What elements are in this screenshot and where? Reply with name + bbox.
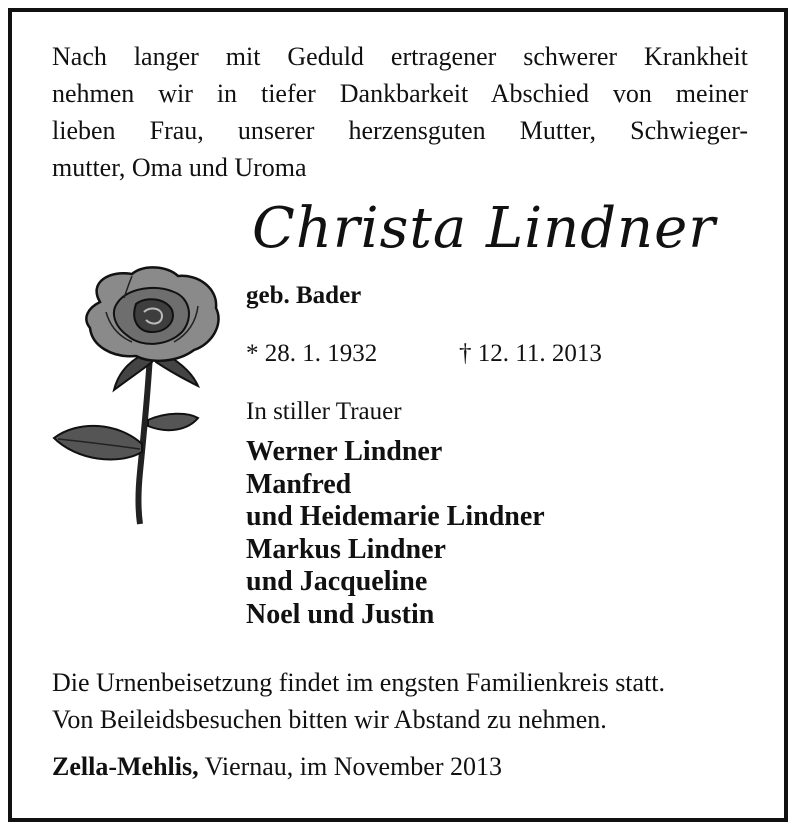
deceased-name: Christa Lindner bbox=[252, 196, 717, 261]
life-dates bbox=[246, 340, 602, 368]
closing-line: Von Beileidsbesuchen bitten wir Abstand zu nehmen. bbox=[52, 705, 607, 734]
closing-line: Die Urnenbeisetzung findet im engsten Familienkreis statt. bbox=[52, 668, 666, 697]
intro-line: mutter, Oma und Uroma bbox=[52, 153, 307, 182]
death-date: † 12. 11. 2013 bbox=[459, 340, 602, 367]
mourner-name: Werner Lindner bbox=[246, 436, 443, 467]
mourner-name: und Jacqueline bbox=[246, 566, 428, 597]
place-city: Zella-Mehlis, bbox=[52, 752, 199, 781]
place-date-line bbox=[52, 752, 502, 782]
mourner-list bbox=[246, 436, 545, 631]
mourner-name: Manfred bbox=[246, 468, 352, 500]
place-rest: Viernau, im November 2013 bbox=[198, 752, 502, 781]
intro-line: Nach langer mit Geduld ertragener schwerer Krankheit bbox=[52, 42, 748, 71]
closing-text bbox=[52, 664, 665, 738]
birth-date: * 28. 1. 1932 bbox=[246, 340, 378, 367]
mourner-name: Markus Lindner bbox=[246, 533, 446, 565]
intro-line: lieben Frau, unserer herzensguten Mutter, Schwieger- bbox=[52, 116, 748, 145]
mourning-label: In stiller Trauer bbox=[246, 398, 402, 425]
mourner-name: und Heidemarie Lindner bbox=[246, 501, 545, 532]
intro-line: nehmen wir in tiefer Dankbarkeit Abschied von meiner bbox=[52, 79, 748, 108]
maiden-name: geb. Bader bbox=[246, 282, 362, 309]
mourner-name: Noel und Justin bbox=[246, 598, 435, 630]
intro-text bbox=[52, 38, 748, 186]
rose-icon bbox=[48, 262, 228, 532]
